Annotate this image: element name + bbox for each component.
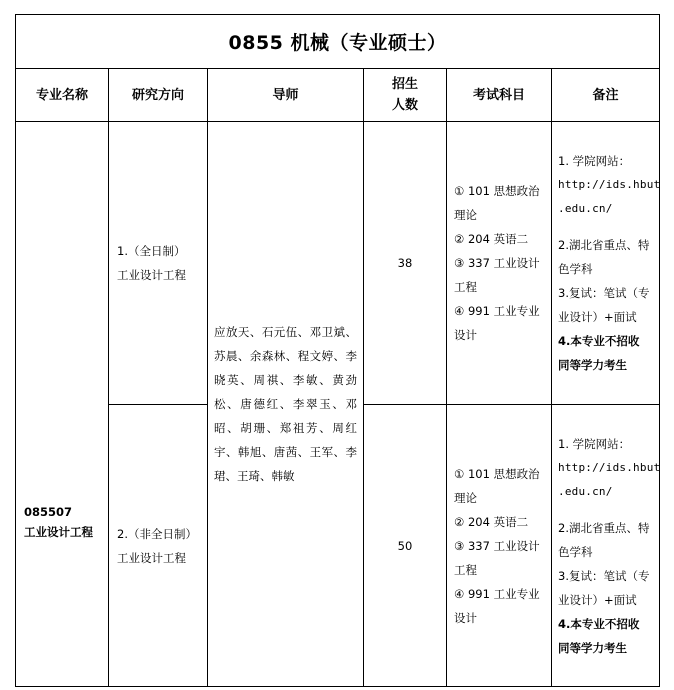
header-enrollment-line1: 招生 [391,77,418,92]
header-enrollment [364,69,447,122]
note-equivalent: 4.本专业不招收 [558,616,640,631]
table-title: 0855 机械（专业硕士） [16,15,660,69]
note-retest-cont: 业设计）+面试 [558,592,637,607]
tutors-cell: 应放天、石元伍、邓卫斌、苏晨、余森林、程文婷、李晓英、周祺、李敏、黄劲松、唐德红、李翠玉、邓昭、胡珊、郑祖芳、周红宇、韩旭、唐茜、王军、李珺、王琦、韩敏 [208,122,364,687]
subject-item: ③ 337 工业设计工程 [454,256,540,294]
major-name: 工业设计工程 [24,525,93,539]
notes-cell [552,405,660,687]
header-subjects: 考试科目 [447,69,552,122]
subjects-cell [447,405,552,687]
header-enrollment-line2: 人数 [391,98,418,113]
note-equivalent: 4.本专业不招收 [558,334,640,348]
subject-item: ④ 991 工业专业设计 [454,304,540,342]
table-row [16,122,660,405]
direction-line2: 工业设计工程 [117,268,186,282]
subject-item: ② 204 英语二 [454,514,529,529]
enrollment-count: 38 [364,122,447,405]
note-website-label: 1. 学院网站： [558,436,631,451]
subjects-cell [447,122,552,405]
note-website-url-end: .edu.cn/ [558,484,613,498]
note-key-discipline-cont: 色学科 [558,544,593,559]
note-website-url-end: .edu.cn/ [558,202,613,215]
major-code: 085507 [24,505,73,519]
subject-item: ④ 991 工业专业设计 [454,586,540,625]
subject-item: ③ 337 工业设计工程 [454,538,540,577]
note-key-discipline: 2.湖北省重点、特 [558,520,650,535]
note-retest-cont: 业设计）+面试 [558,310,637,324]
direction-line1: 1.（全日制） [117,244,186,258]
header-major: 专业名称 [16,69,109,122]
note-retest: 3.复试：笔试（专 [558,568,650,583]
notes-cell [552,122,660,405]
note-website-url: http://ids.hbut [558,178,661,191]
direction-cell [109,122,208,405]
note-retest: 3.复试：笔试（专 [558,286,650,300]
subject-item: ② 204 英语二 [454,232,529,246]
header-tutor: 导师 [208,69,364,122]
direction-cell [109,405,208,687]
subject-item: ① 101 思想政治理论 [454,466,540,505]
subject-item: ① 101 思想政治理论 [454,184,540,222]
major-cell [16,122,109,687]
direction-line1: 2.（非全日制） [117,526,197,541]
header-notes: 备注 [552,69,660,122]
header-direction: 研究方向 [109,69,208,122]
note-equivalent-cont: 同等学力考生 [558,358,627,372]
note-key-discipline: 2.湖北省重点、特 [558,238,650,252]
enrollment-count: 50 [364,405,447,687]
note-website-url: http://ids.hbut [558,460,661,474]
direction-line2: 工业设计工程 [117,550,186,565]
note-key-discipline-cont: 色学科 [558,262,593,276]
note-website-label: 1. 学院网站： [558,154,631,168]
admissions-table [15,14,660,687]
note-equivalent-cont: 同等学力考生 [558,640,627,655]
